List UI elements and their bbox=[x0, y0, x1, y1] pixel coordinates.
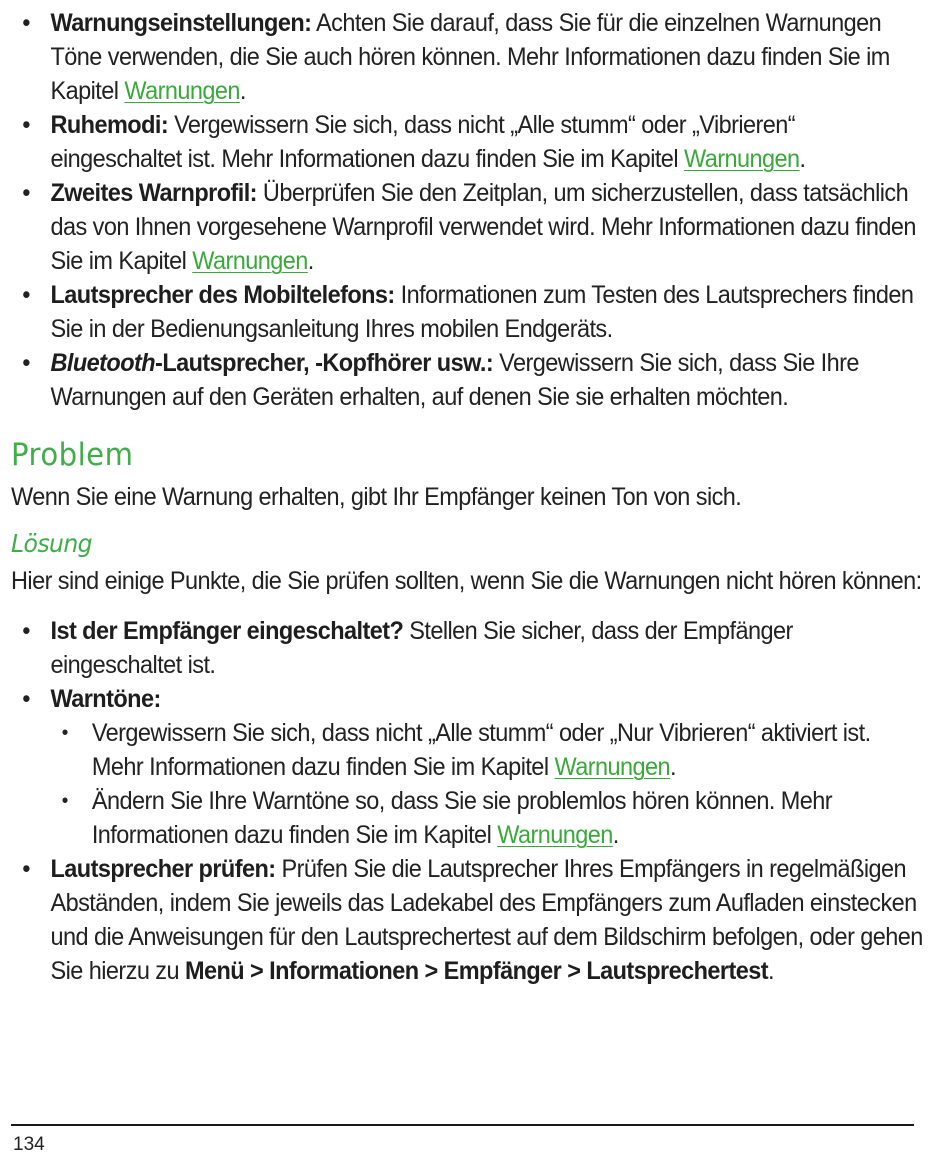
item-text: Stellen Sie sicher, dass der Empfänger eingeschaltet ist. bbox=[50, 617, 793, 679]
page-number: 134 bbox=[13, 1134, 45, 1155]
item-tail: . bbox=[612, 821, 619, 849]
list-item bbox=[11, 108, 926, 176]
item-tail: . bbox=[799, 145, 806, 173]
item-label: Lautsprecher prüfen: bbox=[50, 855, 276, 883]
link-warnungen[interactable]: Warnungen bbox=[683, 145, 800, 173]
item-text: Ändern Sie Ihre Warntöne so, dass Sie sie problemlos hören können. Mehr Informationen dazu finden Sie im Kapitel bbox=[91, 787, 833, 849]
item-text: Überprüfen Sie den Zeitplan, um sicherzustellen, dass tatsächlich das von Ihnen vorgesehene Warnprofil verwendet wird. Mehr Informationen dazu finden Sie im Kapitel bbox=[50, 179, 916, 275]
item-label: Ruhemodi: bbox=[50, 111, 169, 139]
item-tail: . bbox=[669, 753, 676, 781]
item-label-rest: -Lautsprecher, -Kopfhörer usw.: bbox=[155, 349, 494, 377]
list-item bbox=[11, 852, 926, 988]
spacer bbox=[11, 598, 926, 614]
problem-heading: Problem bbox=[11, 437, 134, 473]
item-label: Zweites Warnprofil: bbox=[50, 179, 257, 207]
top-bullet-list bbox=[11, 6, 926, 414]
solution-heading: Lösung bbox=[11, 529, 93, 558]
problem-text: Wenn Sie eine Warnung erhalten, gibt Ihr Empfänger keinen Ton von sich. bbox=[11, 483, 742, 511]
item-label bbox=[50, 349, 493, 377]
item-label: Lautsprecher des Mobiltelefons: bbox=[50, 281, 395, 309]
item-text: Achten Sie darauf, dass Sie für die einzelnen Warnungen Töne verwenden, die Sie auch hören können. Mehr Informationen dazu finden Sie im Kapitel bbox=[50, 9, 890, 105]
list-item bbox=[11, 682, 926, 852]
page-content bbox=[11, 6, 926, 988]
sub-list-item bbox=[50, 784, 925, 852]
link-warnungen[interactable]: Warnungen bbox=[124, 77, 240, 105]
item-tail: . bbox=[307, 247, 314, 275]
list-item bbox=[11, 6, 926, 108]
solution-intro: Hier sind einige Punkte, die Sie prüfen sollten, wenn Sie die Warnungen nicht hören können: bbox=[11, 567, 922, 595]
solution-bullet-list bbox=[11, 614, 926, 988]
item-text: Prüfen Sie die Lautsprecher Ihres Empfängers in regelmäßigen Abständen, indem Sie jeweils das Ladekabel des Empfängers zum Aufladen einstecken und die Anweisungen für den Lautsprechertest auf dem Bildschirm befolgen, oder gehen Sie hierzu zu bbox=[50, 855, 923, 985]
item-text: Informationen zum Testen des Lautsprechers finden Sie in der Bedienungsanleitung Ihres mobilen Endgeräts. bbox=[50, 281, 914, 343]
list-item bbox=[11, 346, 926, 414]
link-warnungen[interactable]: Warnungen bbox=[497, 821, 613, 849]
item-label-italic: Bluetooth bbox=[50, 349, 156, 377]
item-text: Vergewissern Sie sich, dass nicht „Alle stumm“ oder „Vibrieren“ eingeschaltet ist. Mehr Informationen dazu finden Sie im Kapitel bbox=[50, 111, 796, 173]
link-warnungen[interactable]: Warnungen bbox=[192, 247, 308, 275]
list-item bbox=[11, 278, 926, 346]
item-label: Warntöne: bbox=[50, 685, 161, 713]
item-label: Warnungseinstellungen: bbox=[50, 9, 312, 37]
link-warnungen[interactable]: Warnungen bbox=[554, 753, 670, 781]
menu-path: Menü > Informationen > Empfänger > Lautsprechertest bbox=[184, 957, 768, 985]
footer-rule bbox=[11, 1124, 914, 1126]
document-page bbox=[11, 6, 926, 988]
item-tail: . bbox=[239, 77, 246, 105]
item-tail: . bbox=[767, 957, 774, 985]
item-text: Vergewissern Sie sich, dass nicht „Alle stumm“ oder „Nur Vibrieren“ aktiviert ist. Mehr Informationen dazu finden Sie im Kapitel bbox=[91, 719, 871, 781]
sub-list-item bbox=[50, 716, 925, 784]
sub-bullet-list bbox=[50, 716, 925, 852]
list-item bbox=[11, 614, 926, 682]
item-text: Vergewissern Sie sich, dass Sie Ihre Warnungen auf den Geräten erhalten, auf denen Sie sie erhalten möchten. bbox=[50, 349, 859, 411]
item-label: Ist der Empfänger eingeschaltet? bbox=[50, 617, 404, 645]
list-item bbox=[11, 176, 926, 278]
